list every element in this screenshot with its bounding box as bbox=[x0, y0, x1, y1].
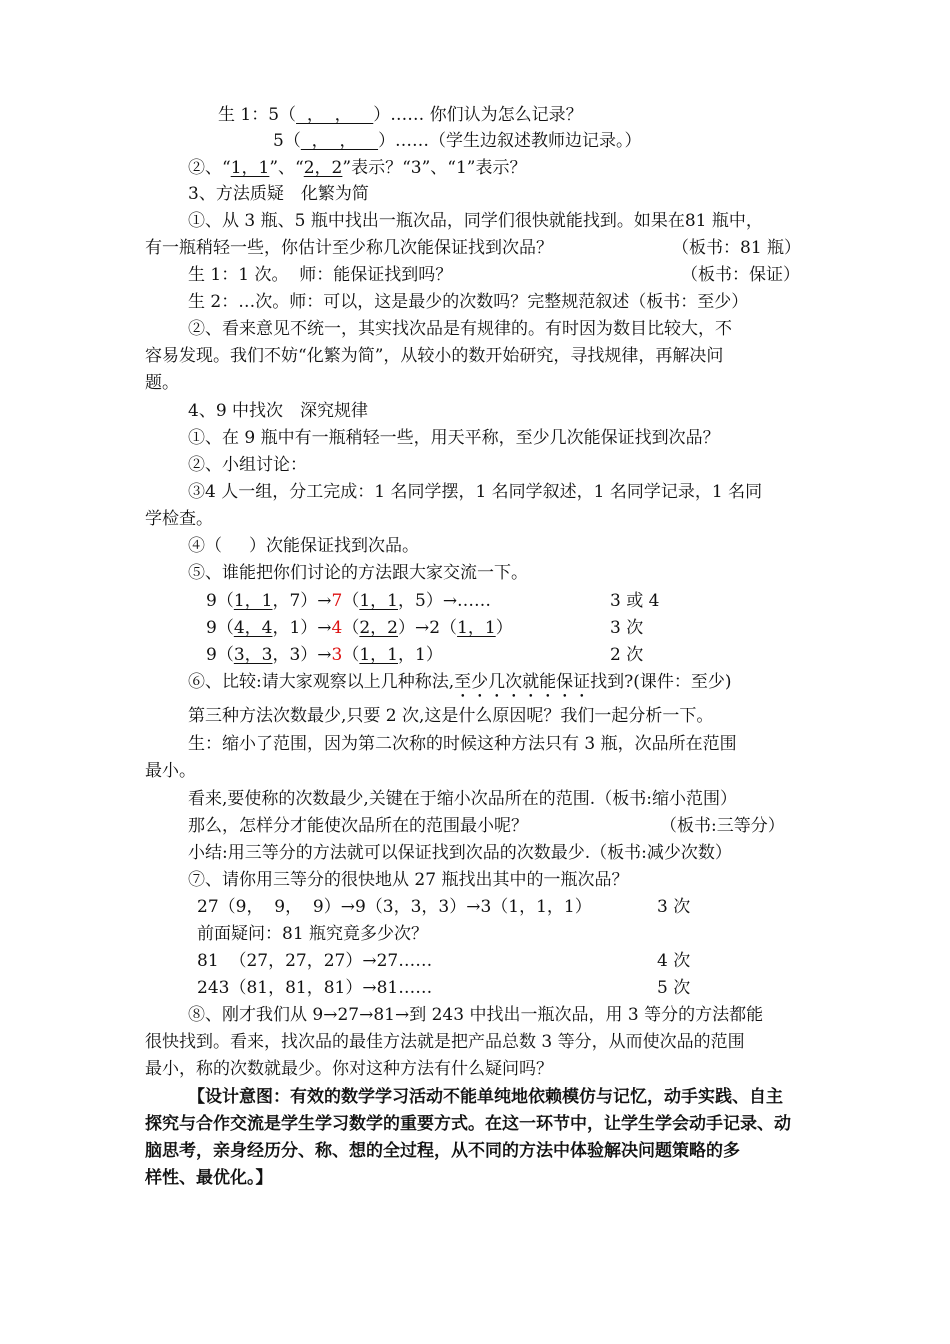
text: （ bbox=[342, 618, 360, 638]
paragraph-line: 前面疑问：81 瓶究竟多少次？ bbox=[197, 924, 429, 944]
method-row-1-count: 3 或 4 bbox=[610, 591, 660, 611]
paragraph-line: ①、在 9 瓶中有一瓶稍轻一些，用天平称，至少几次能保证找到次品？ bbox=[188, 428, 720, 448]
paragraph-line: 第三种方法次数最少,只要 2 次,这是什么原因呢？我们一起分析一下。 bbox=[188, 706, 714, 726]
text: 找到?(课件：至少) bbox=[590, 672, 732, 692]
calc-count: 4 次 bbox=[657, 951, 691, 971]
design-intent-line: 【设计意图：有效的数学学习活动不能单纯地依赖模仿与记忆，动手实践、自主 bbox=[188, 1087, 783, 1107]
paragraph-line: 那么，怎样分才能使次品所在的范围最小呢？ bbox=[188, 816, 528, 836]
underlined-pair: 1，1 bbox=[233, 591, 273, 611]
method-row-2 bbox=[206, 615, 513, 641]
underlined-pair: 1，1 bbox=[230, 158, 270, 178]
text: ”、“ bbox=[269, 158, 304, 178]
red-number: 3 bbox=[331, 645, 343, 665]
underlined-pair: 4，4 bbox=[233, 618, 273, 638]
paragraph-line: ①、从 3 瓶、5 瓶中找出一瓶次品，同学们很快就能找到。如果在81 瓶中， bbox=[188, 211, 763, 231]
paragraph-line: 最小。 bbox=[145, 761, 196, 781]
red-number: 7 bbox=[331, 591, 343, 611]
paragraph-line: 生：缩小了范围，因为第二次称的时候这种方法只有 3 瓶，次品所在范围 bbox=[188, 734, 737, 754]
text: ，1）→ bbox=[272, 618, 332, 638]
board-note: （板书:三等分） bbox=[660, 816, 785, 836]
calc-line-27: 27（9， 9， 9）→9（3，3，3）→3（1，1，1） bbox=[197, 897, 592, 917]
text: ）…… 你们认为怎么记录？ bbox=[373, 105, 583, 125]
text: ，5）→…… bbox=[398, 591, 492, 611]
paragraph-line: ⑤、谁能把你们讨论的方法跟大家交流一下。 bbox=[188, 563, 528, 583]
blank-underline: ， ， bbox=[296, 105, 374, 125]
method-row-2-count: 3 次 bbox=[610, 618, 644, 638]
text: ，7）→ bbox=[272, 591, 332, 611]
method-row-3 bbox=[206, 642, 443, 668]
paragraph-line: ②、看来意见不统一，其实找次品是有规律的。有时因为数目比较大，不 bbox=[188, 319, 732, 339]
red-number: 4 bbox=[331, 618, 343, 638]
design-intent-line: 探究与合作交流是学生学习数学的重要方式。在这一环节中，让学生学会动手记录、动 bbox=[145, 1114, 791, 1134]
record-line-2 bbox=[273, 128, 642, 154]
underlined-pair: 2，2 bbox=[303, 158, 343, 178]
calc-line-243: 243（81，81，81）→81…… bbox=[197, 978, 433, 998]
text: 生 1：5（ bbox=[218, 105, 297, 125]
design-intent-line: 样性、最优化。】 bbox=[145, 1168, 273, 1188]
meaning-question bbox=[188, 155, 526, 181]
paragraph-line: 学检查。 bbox=[145, 509, 213, 529]
text: ，3）→ bbox=[272, 645, 332, 665]
paragraph-line: 容易发现。我们不妨“化繁为简”，从较小的数开始研究，寻找规律，再解决问 bbox=[145, 346, 724, 366]
underlined-pair: 3，3 bbox=[233, 645, 273, 665]
paragraph-line: ⑧、刚才我们从 9→27→81→到 243 中找出一瓶次品，用 3 等分的方法都能 bbox=[188, 1005, 764, 1025]
paragraph-line: 题。 bbox=[145, 373, 179, 393]
method-row-1 bbox=[206, 588, 491, 614]
paragraph-line: 很快找到。看来，找次品的最佳方法就是把产品总数 3 等分，从而使次品的范围 bbox=[145, 1032, 745, 1052]
section-3-heading: 3、方法质疑 化繁为简 bbox=[188, 184, 369, 204]
text: ）→2（ bbox=[398, 618, 458, 638]
board-note: （板书：保证） bbox=[681, 265, 800, 285]
underlined-pair: 1，1 bbox=[457, 618, 496, 638]
calc-count: 3 次 bbox=[657, 897, 691, 917]
section-4-heading: 4、9 中找次 深究规律 bbox=[188, 401, 369, 421]
text: ）……（学生边叙述教师边记录。） bbox=[378, 131, 642, 151]
paragraph-line: 看来,要使称的次数最少,关键在于缩小次品所在的范围.（板书:缩小范围） bbox=[188, 789, 737, 809]
text: 9（ bbox=[206, 618, 234, 638]
summary-line: 小结:用三等分的方法就可以保证找到次品的次数最少.（板书:减少次数） bbox=[188, 843, 732, 863]
paragraph-line: ④（ ）次能保证找到次品。 bbox=[188, 536, 420, 556]
student1-record-line bbox=[218, 102, 583, 128]
text: ，1） bbox=[398, 645, 443, 665]
paragraph-line: 有一瓶稍轻一些，你估计至少称几次能保证找到次品？ bbox=[145, 238, 553, 258]
paragraph-line: ②、小组讨论： bbox=[188, 455, 307, 475]
text: ） bbox=[495, 618, 513, 638]
paragraph-line: 生 2：…次。师：可以，这是最少的次数吗？完整规范叙述（板书：至少） bbox=[188, 292, 749, 312]
paragraph-line: ⑦、请你用三等分的很快地从 27 瓶找出其中的一瓶次品？ bbox=[188, 870, 629, 890]
text: 9（ bbox=[206, 645, 234, 665]
method-row-3-count: 2 次 bbox=[610, 645, 644, 665]
compare-line bbox=[188, 669, 732, 695]
board-note: （板书：81 瓶） bbox=[672, 238, 802, 258]
calc-count: 5 次 bbox=[657, 978, 691, 998]
underlined-pair: 1，1 bbox=[359, 645, 398, 665]
design-intent-line: 脑思考，亲身经历分、称、想的全过程，从不同的方法中体验解决问题策略的多 bbox=[145, 1141, 740, 1161]
paragraph-line: 生 1：1 次。 师：能保证找到吗？ bbox=[188, 265, 453, 285]
text: ⑥、比较:请大家观察以上几种称法, bbox=[188, 672, 455, 692]
text: 5（ bbox=[273, 131, 301, 151]
paragraph-line: 最小，称的次数就最少。你对这种方法有什么疑问吗？ bbox=[145, 1059, 553, 1079]
paragraph-line: ③4 人一组，分工完成：1 名同学摆，1 名同学叙述，1 名同学记录，1 名同 bbox=[188, 482, 763, 502]
underlined-pair: 1，1 bbox=[359, 591, 398, 611]
text: 9（ bbox=[206, 591, 234, 611]
text: （ bbox=[342, 645, 360, 665]
text: ”表示？“3”、“1”表示？ bbox=[342, 158, 527, 178]
emphasis-text: 至少几次就能保证 bbox=[454, 672, 591, 692]
underlined-pair: 2，2 bbox=[359, 618, 398, 638]
calc-line-81: 81 （27，27，27）→27…… bbox=[197, 951, 433, 971]
text: （ bbox=[342, 591, 360, 611]
text: ②、“ bbox=[188, 158, 231, 178]
blank-underline: ， ， bbox=[300, 131, 379, 151]
